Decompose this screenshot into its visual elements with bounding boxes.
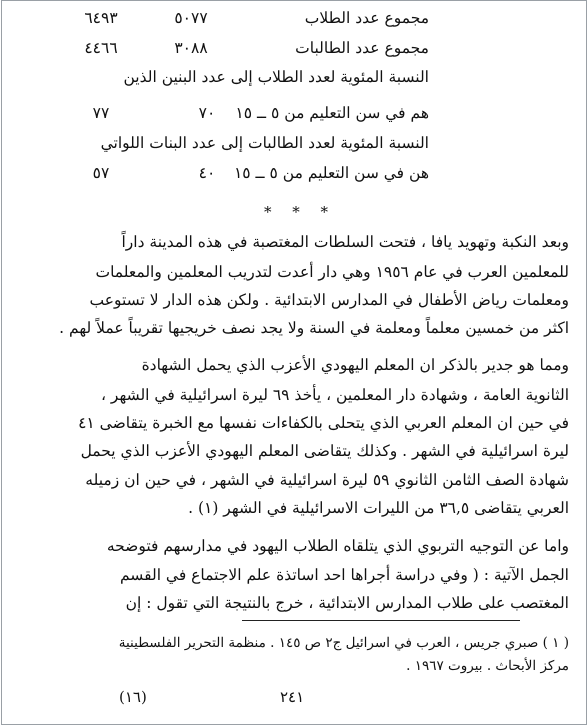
paragraph-line: في حين ان المعلم العربي الذي يتحلى بالكفاءات نفسها مع الخبرة يتقاضى ٤١ <box>78 414 569 432</box>
table-row-label: مجموع عدد الطلاب <box>304 9 429 27</box>
paragraph-line: ليرة اسرائيلية في الشهر . وكذلك يتقاضى المعلم اليهودي الأعزب الذي يحمل <box>80 442 569 460</box>
paragraph-line: وبعد النكبة وتهويد يافا ، فتحت السلطات المغتصبة في هذه المدينة داراً <box>121 233 569 251</box>
paragraph-line: الثانوية العامة ، وشهادة دار المعلمين ، يأخذ ٦٩ ليرة اسرائيلية في الشهر ، <box>101 386 569 404</box>
table-caption: النسبة المئوية لعدد الطالبات إلى عدد البنات اللواتي <box>100 134 429 152</box>
table-row-label: مجموع عدد الطالبات <box>295 39 429 57</box>
section-separator: * * * <box>263 203 337 221</box>
footnote-line: ( ١ ) صبري جريس ، العرب في اسرائيل ج٢ ص ١٤٥ . منظمة التحرير الفلسطينية <box>118 635 569 651</box>
table-cell: ٤٠ <box>198 164 216 182</box>
paragraph-line: العربي يتقاضى ٣٦,٥ من الليرات الاسرائيلية في الشهر (١) . <box>188 499 569 517</box>
page-number: ٢٤١ <box>280 688 305 706</box>
table-cell: ٦٤٩٣ <box>84 9 118 27</box>
table-cell: ٣٠٨٨ <box>174 39 208 57</box>
table-cell: ٧٠ <box>198 104 216 122</box>
paragraph-line: شهادة الصف الثامن الثانوي ٥٩ ليرة اسرائيلية في الشهر ، في حين ان زميله <box>85 471 569 489</box>
paragraph-line: واما عن التوجيه التربوي الذي يتلقاه الطلاب اليهود في مدارسهم فتوضحه <box>106 537 569 555</box>
table-cell: ٧٧ <box>92 104 110 122</box>
paragraph-line: اكثر من خمسين معلماً ومعلمة في السنة ولا يجد نصف خريجيها تقريباً عملاً لهم . <box>59 319 569 337</box>
table-cell: ٥٧ <box>92 164 110 182</box>
table-cell: ٥٠٧٧ <box>174 9 208 27</box>
page-number-alt: (١٦) <box>119 688 147 706</box>
paragraph-line: ومما هو جدير بالذكر ان المعلم اليهودي الأعزب الذي يحمل الشهادة <box>141 356 569 374</box>
table-cell: ٤٤٦٦ <box>84 39 118 57</box>
paragraph-line: المغتصب على طلاب المدارس الابتدائية ، خرج بالنتيجة التي تقول : إن <box>125 594 569 612</box>
footnote-line: مركز الأبحاث . بيروت ١٩٦٧ . <box>406 658 569 674</box>
table-row-label: هم في سن التعليم من ٥ ــ ١٥ <box>235 104 429 122</box>
footnote-rule <box>242 620 520 621</box>
paragraph-line: ومعلمات رياض الأطفال في المدارس الابتدائية . ولكن هذه الدار لا تستوعب <box>89 291 569 309</box>
table-row-label: هن في سن التعليم من ٥ ــ ١٥ <box>233 164 429 182</box>
paragraph-line: الجمل الآتية : ( وفي دراسة أجراها احد اساتذة علم الاجتماع في القسم <box>119 566 569 584</box>
table-caption: النسبة المئوية لعدد الطلاب إلى عدد البنين الذين <box>123 68 429 86</box>
paragraph-line: للمعلمين العرب في عام ١٩٥٦ وهي دار أعدت لتدريب المعلمين والمعلمات <box>95 263 569 281</box>
